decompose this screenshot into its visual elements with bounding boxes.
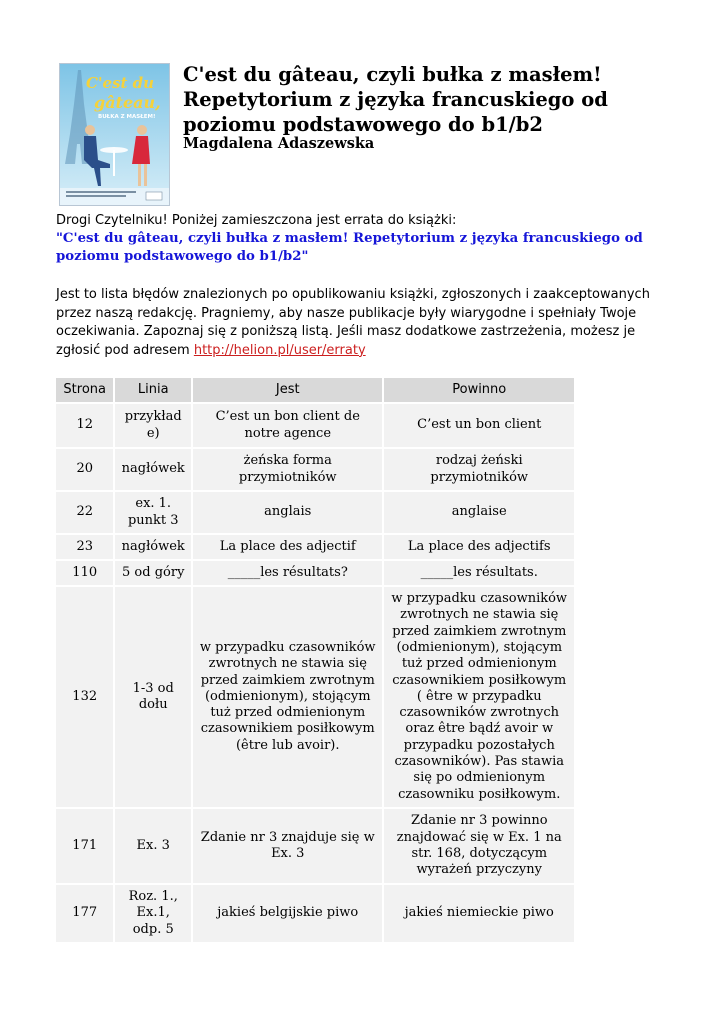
errata-table <box>54 376 576 944</box>
cover-subtitle: BUŁKA Z MASŁEM! <box>98 114 156 120</box>
header-powinno: Powinno <box>384 378 574 402</box>
table-row <box>56 561 574 585</box>
greeting-text: Drogi Czytelniku! Poniżej zamieszczona jest errata do książki: <box>56 213 457 228</box>
cell-powinno: Zdanie nr 3 powinno znajdować się w Ex. 1 na str. 168, dotyczącym wyrażeń przyczyny <box>384 809 574 883</box>
table-row <box>56 885 574 942</box>
table-row <box>56 809 574 883</box>
cell-linia: przykład e) <box>115 404 191 447</box>
cell-strona: 132 <box>56 587 113 807</box>
cell-jest: C’est un bon client de notre agence <box>193 404 382 447</box>
cover-title-line2: gâteau, <box>94 93 161 112</box>
cell-strona: 171 <box>56 809 113 883</box>
cell-powinno: C’est un bon client <box>384 404 574 447</box>
errata-link[interactable]: http://helion.pl/user/erraty <box>193 342 366 358</box>
intro-text: Jest to lista błędów znalezionych po opublikowaniu książki, zgłoszonych i zaakceptowanych przez naszą redakcję. Pragniemy, aby nasze publikacje były wiarygodne i spełniały Twoje oczekiwania. Zapoznaj się z poniższą listą. Jeśli masz dodatkowe zastrzeżenia, możesz je zgłosić pod adresem <box>56 287 650 358</box>
table-row <box>56 492 574 533</box>
cell-powinno: w przypadku czasowników zwrotnych ne stawia się przed zaimkiem zwrotnym (odmienionym), stojącym tuż przed odmienionym czasownikiem posiłkowym ( être w przypadku czasowników zwrotnych oraz être bądź avoir w przypadku pozostałych czasowników). Pas stawia się po odmienionym czasowniku posiłkowym. <box>384 587 574 807</box>
table-header-row <box>56 378 574 402</box>
cell-linia: ex. 1. punkt 3 <box>115 492 191 533</box>
book-title: C'est du gâteau, czyli bułka z masłem! Repetytorium z języka francuskiego od poziomu podstawowego do b1/b2 <box>183 63 608 136</box>
cell-powinno: rodzaj żeński przymiotników <box>384 449 574 490</box>
table-row <box>56 587 574 807</box>
cell-jest: w przypadku czasowników zwrotnych ne stawia się przed zaimkiem zwrotnym (odmienionym), stojącym tuż przed odmienionym czasownikiem posiłkowym (être lub avoir). <box>193 587 382 807</box>
header-jest: Jest <box>193 378 382 402</box>
cell-strona: 110 <box>56 561 113 585</box>
header-linia: Linia <box>115 378 191 402</box>
cell-linia: nagłówek <box>115 535 191 559</box>
cell-powinno: anglaise <box>384 492 574 533</box>
cell-linia: 5 od góry <box>115 561 191 585</box>
book-cover <box>59 63 170 206</box>
table-row <box>56 449 574 490</box>
cell-jest: anglais <box>193 492 382 533</box>
intro-paragraph <box>56 286 676 360</box>
cell-strona: 20 <box>56 449 113 490</box>
cell-linia: nagłówek <box>115 449 191 490</box>
cell-jest: żeńska forma przymiotników <box>193 449 382 490</box>
cell-powinno: La place des adjectifs <box>384 535 574 559</box>
cell-linia: 1-3 od dołu <box>115 587 191 807</box>
cell-strona: 23 <box>56 535 113 559</box>
table-row <box>56 404 574 447</box>
cover-title-line1: C'est du <box>86 74 155 92</box>
table-row <box>56 535 574 559</box>
cell-jest: Zdanie nr 3 znajduje się w Ex. 3 <box>193 809 382 883</box>
cell-jest: _____les résultats? <box>193 561 382 585</box>
cell-strona: 177 <box>56 885 113 942</box>
cell-jest: jakieś belgijskie piwo <box>193 885 382 942</box>
cell-powinno: jakieś niemieckie piwo <box>384 885 574 942</box>
header-strona: Strona <box>56 378 113 402</box>
cell-jest: La place des adjectif <box>193 535 382 559</box>
book-author: Magdalena Adaszewska <box>183 135 375 152</box>
cell-linia: Roz. 1., Ex.1, odp. 5 <box>115 885 191 942</box>
book-cover-illustration <box>60 64 169 205</box>
cell-linia: Ex. 3 <box>115 809 191 883</box>
cell-powinno: _____les résultats. <box>384 561 574 585</box>
quoted-book-title: "C'est du gâteau, czyli bułka z masłem! Repetytorium z języka francuskiego od poziomu podstawowego do b1/b2" <box>56 231 643 264</box>
cell-strona: 22 <box>56 492 113 533</box>
cell-strona: 12 <box>56 404 113 447</box>
